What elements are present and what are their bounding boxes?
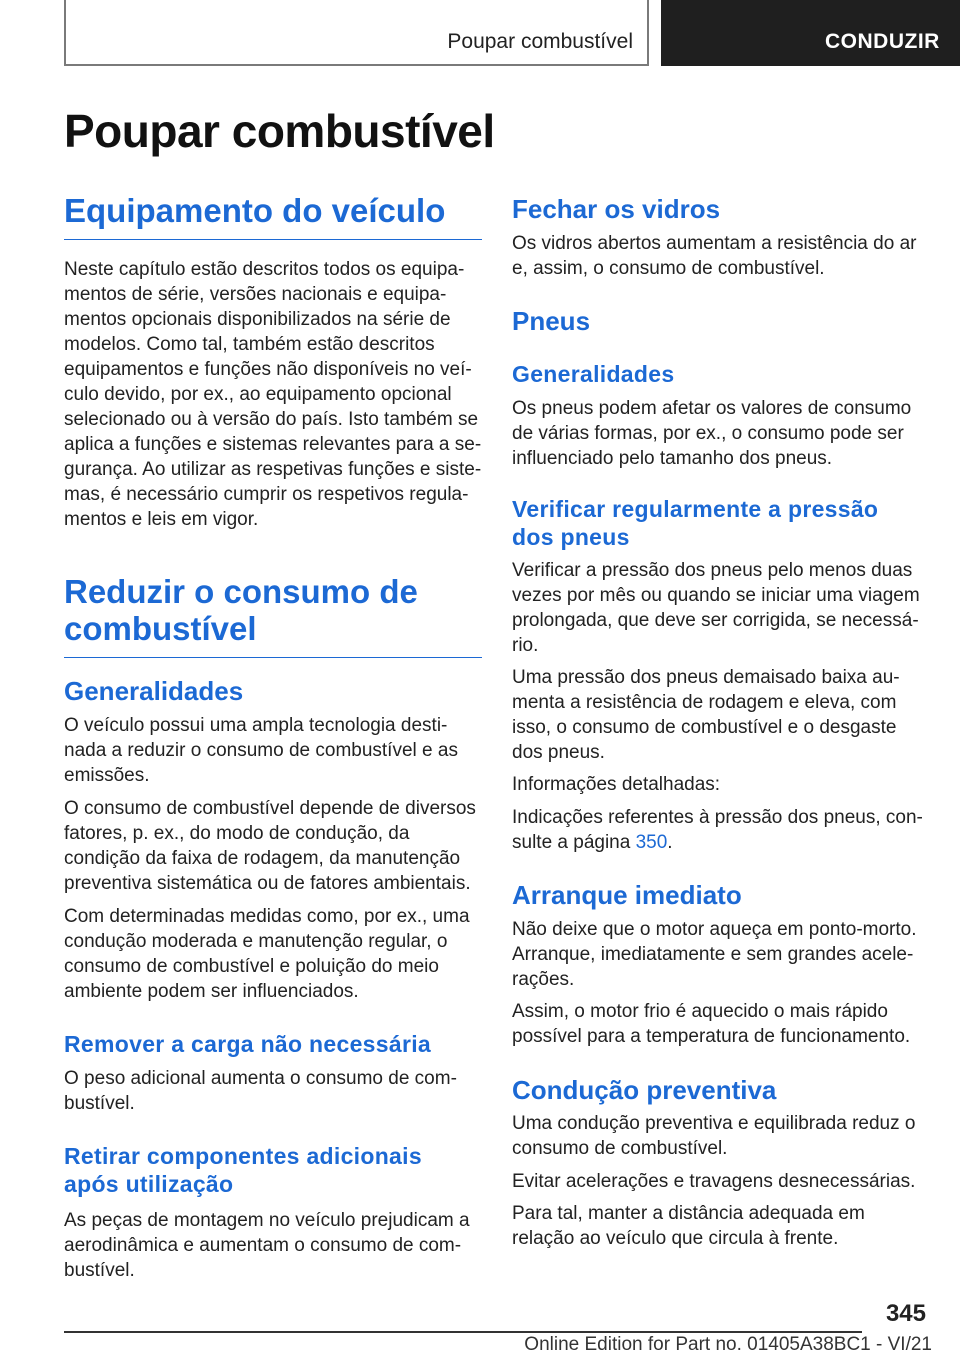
paragraph-remove-load: O peso adicional aumenta o consumo de combustível.: [64, 1068, 457, 1114]
page-title: Poupar combustível: [64, 105, 495, 157]
paragraph-equipment: Neste capítulo estão descritos todos os equipamentos de série, versões nacionais e equipamentos opcionais disponibilizados na série de modelos. Como tal, também estão descritos equipamentos e funções não disponíveis no veículo devido, por ex., ao equipamento opcional selecionado ou à versão do país. Isto também se aplica a funções e sistemas relevantes para a segurança. Ao utilizar as respetivas funções e sistemas, é necessário cumprir os respetivos regulamentos e leis em vigor.: [64, 259, 482, 530]
paragraph-drive-1: Uma condução preventiva e equilibrada reduz o consumo de combustível.: [512, 1113, 916, 1159]
footer-divider: [64, 1331, 862, 1333]
header-chapter-tab: CONDUZIR: [661, 0, 960, 66]
heading-tyres-general: Generalidades: [512, 361, 675, 387]
paragraph-pressure-3: Informações detalhadas:: [512, 774, 721, 795]
paragraph-drive-2: Evitar acelerações e travagens desnecessárias.: [512, 1171, 916, 1192]
heading-remove-components: Retirar componentes adicionais após utilização: [64, 1143, 422, 1197]
paragraph-remove-components: As peças de montagem no veículo prejudicam a aerodinâmica e aumentam o consumo de combustível.: [64, 1210, 470, 1281]
heading-reduce-consumption: Reduzir o consumo de combustível: [64, 573, 482, 658]
paragraph-drive-3: Para tal, manter a distância adequada em relação ao veículo que circula à frente.: [512, 1203, 865, 1249]
paragraph-close-windows: Os vidros abertos aumentam a resistência do ar e, assim, o consumo de combustível.: [512, 233, 917, 279]
heading-tyres: Pneus: [512, 306, 591, 336]
footer-edition: Online Edition for Part no. 01405A38BC1 - VI/21: [524, 1334, 932, 1355]
paragraph-start-2: Assim, o motor frio é aquecido o mais rápido possível para a temperatura de funcionamento.: [512, 1001, 911, 1047]
paragraph-pressure-1: Verificar a pressão dos pneus pelo menos duas vezes por mês ou quando se iniciar uma viagem prolongada, que deve ser corrigida, se necessário.: [512, 560, 920, 656]
paragraph-general-2: O consumo de combustível depende de diversos fatores, p. ex., do modo de condução, da condição da faixa de rodagem, da manutenção preventiva sistemática ou de fatores ambientais.: [64, 798, 476, 894]
header-section-title: Poupar combustível: [447, 30, 633, 53]
heading-general: Generalidades: [64, 676, 244, 706]
heading-preventive-driving: Condução preventiva: [512, 1075, 777, 1105]
paragraph-general-1: O veículo possui uma ampla tecnologia destinada a reduzir o consumo de combustível e as emissões.: [64, 715, 458, 786]
header-frame: [64, 0, 649, 66]
paragraph-pressure-4: [512, 805, 926, 855]
pressure-reference-period: .: [667, 832, 673, 853]
pressure-reference-text: Indicações referentes à pressão dos pneus, consulte a página: [512, 807, 923, 853]
heading-close-windows: Fechar os vidros: [512, 194, 721, 224]
page-350-link[interactable]: 350: [635, 832, 668, 853]
heading-equipment: Equipamento do veículo: [64, 192, 482, 240]
paragraph-start-1: Não deixe que o motor aqueça em ponto-morto. Arranque, imediatamente e sem grandes acelerações.: [512, 919, 917, 990]
heading-immediate-start: Arranque imediato: [512, 880, 742, 910]
paragraph-tyres-general: Os pneus podem afetar os valores de consumo de várias formas, por ex., o consumo pode ser influenciado pelo tamanho dos pneus.: [512, 398, 912, 469]
paragraph-pressure-2: Uma pressão dos pneus demaisado baixa aumenta a resistência de rodagem e eleva, com isso, o consumo de combustível e o desgaste dos pneus.: [512, 667, 900, 763]
paragraph-general-3: Com determinadas medidas como, por ex., uma condução moderada e manutenção regular, o consumo de combustível e poluição do meio ambiente podem ser influenciados.: [64, 906, 470, 1002]
heading-remove-load: Remover a carga não necessária: [64, 1031, 431, 1057]
page-number: 345: [885, 1300, 926, 1327]
heading-check-pressure: Verificar regularmente a pressão dos pneus: [512, 496, 879, 550]
